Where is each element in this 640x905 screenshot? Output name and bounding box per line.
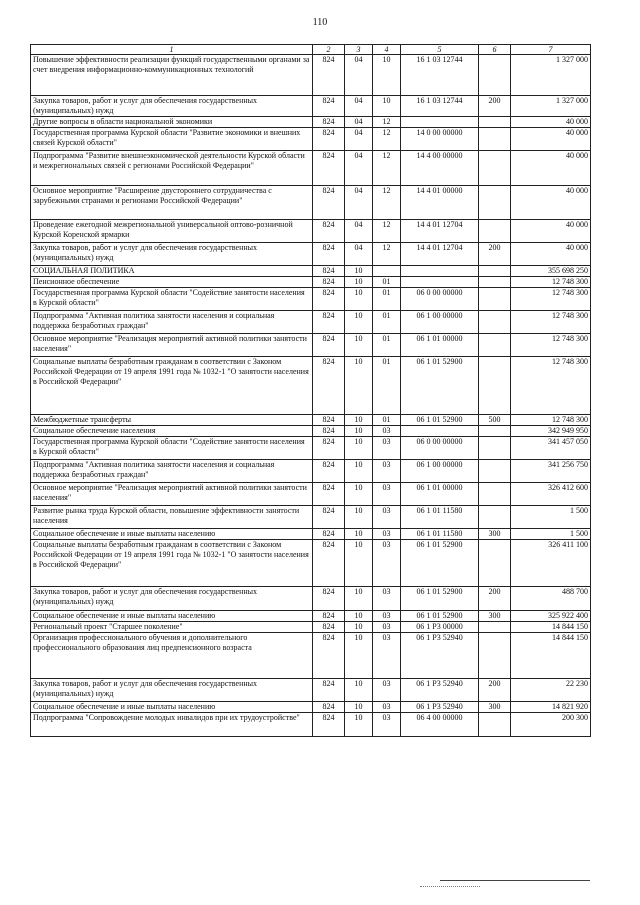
row-name-cell: Подпрограмма "Развитие внешнеэкономической деятельности Курской области и межрегиональных связей с регионами Российской Федерации" xyxy=(31,151,313,186)
section-code-cell: 04 xyxy=(345,220,373,243)
expense-type-cell xyxy=(479,334,511,357)
subsection-code-cell: 01 xyxy=(373,334,401,357)
footer-dotted-line xyxy=(420,886,480,887)
row-name-cell: Повышение эффективности реализации функций государственными органами за счет внедрения информационно-коммуникационных технологий xyxy=(31,55,313,96)
target-article-cell: 06 1 01 52900 xyxy=(401,415,479,426)
table-row xyxy=(31,426,591,437)
amount-cell: 12 748 300 xyxy=(511,288,591,311)
amount-cell: 14 821 920 xyxy=(511,702,591,713)
expense-type-cell xyxy=(479,220,511,243)
target-article-cell: 06 1 01 52900 xyxy=(401,611,479,622)
table-row xyxy=(31,117,591,128)
row-name-cell: Социальные выплаты безработным гражданам в соответствии с Законом Российской Федерации от 19 апреля 1991 года № 1032-1 "О занятости населения в Российской Федерации" xyxy=(31,540,313,587)
expense-type-cell xyxy=(479,506,511,529)
row-name-cell: Закупка товаров, работ и услуг для обеспечения государственных (муниципальных) нужд xyxy=(31,587,313,611)
row-name-cell: Региональный проект "Старшее поколение" xyxy=(31,622,313,633)
target-article-cell xyxy=(401,426,479,437)
table-row xyxy=(31,437,591,460)
row-name-cell: Социальные выплаты безработным гражданам в соответствии с Законом Российской Федерации от 19 апреля 1991 года № 1032-1 "О занятости населения в Российской Федерации" xyxy=(31,357,313,415)
expense-type-cell: 300 xyxy=(479,529,511,540)
table-row xyxy=(31,55,591,96)
section-code-cell: 10 xyxy=(345,460,373,483)
row-name-cell: Закупка товаров, работ и услуг для обеспечения государственных (муниципальных) нужд xyxy=(31,96,313,117)
expense-type-cell: 200 xyxy=(479,96,511,117)
header-row xyxy=(31,45,591,55)
chapter-code-cell: 824 xyxy=(313,679,345,702)
expense-type-cell xyxy=(479,277,511,288)
target-article-cell: 06 1 00 00000 xyxy=(401,460,479,483)
section-code-cell: 04 xyxy=(345,55,373,96)
header-cell: 4 xyxy=(373,45,401,55)
expense-type-cell: 200 xyxy=(479,587,511,611)
header-cell: 2 xyxy=(313,45,345,55)
subsection-code-cell: 03 xyxy=(373,622,401,633)
subsection-code-cell: 03 xyxy=(373,633,401,679)
table-row xyxy=(31,483,591,506)
chapter-code-cell: 824 xyxy=(313,633,345,679)
chapter-code-cell: 824 xyxy=(313,311,345,334)
target-article-cell: 06 1 01 52900 xyxy=(401,357,479,415)
row-name-cell: Проведение ежегодной межрегиональной универсальной оптово-розничной Курской Коренской ярмарки xyxy=(31,220,313,243)
target-article-cell: 06 1 01 00000 xyxy=(401,334,479,357)
subsection-code-cell: 03 xyxy=(373,540,401,587)
section-code-cell: 10 xyxy=(345,334,373,357)
table-row xyxy=(31,702,591,713)
amount-cell: 1 500 xyxy=(511,529,591,540)
chapter-code-cell: 824 xyxy=(313,426,345,437)
expense-type-cell xyxy=(479,311,511,334)
row-name-cell: Закупка товаров, работ и услуг для обеспечения государственных (муниципальных) нужд xyxy=(31,243,313,266)
chapter-code-cell: 824 xyxy=(313,437,345,460)
subsection-code-cell: 12 xyxy=(373,128,401,151)
subsection-code-cell: 03 xyxy=(373,529,401,540)
target-article-cell: 06 1 01 11580 xyxy=(401,529,479,540)
row-name-cell: Социальное обеспечение и иные выплаты населению xyxy=(31,611,313,622)
section-code-cell: 10 xyxy=(345,266,373,277)
amount-cell: 325 922 400 xyxy=(511,611,591,622)
amount-cell: 40 000 xyxy=(511,243,591,266)
table-row xyxy=(31,311,591,334)
table-row xyxy=(31,288,591,311)
amount-cell: 12 748 300 xyxy=(511,357,591,415)
section-code-cell: 10 xyxy=(345,713,373,737)
section-code-cell: 10 xyxy=(345,288,373,311)
amount-cell: 22 230 xyxy=(511,679,591,702)
expense-type-cell xyxy=(479,151,511,186)
amount-cell: 355 698 250 xyxy=(511,266,591,277)
target-article-cell: 16 1 03 12744 xyxy=(401,55,479,96)
row-name-cell: Развитие рынка труда Курской области, повышение эффективности занятости населения xyxy=(31,506,313,529)
table-row xyxy=(31,186,591,220)
table-row xyxy=(31,540,591,587)
row-name-cell: Государственная программа Курской области "Содействие занятости населения в Курской области" xyxy=(31,288,313,311)
chapter-code-cell: 824 xyxy=(313,587,345,611)
subsection-code-cell: 12 xyxy=(373,186,401,220)
target-article-cell: 06 1 01 00000 xyxy=(401,483,479,506)
chapter-code-cell: 824 xyxy=(313,334,345,357)
section-code-cell: 10 xyxy=(345,622,373,633)
target-article-cell: 14 4 01 00000 xyxy=(401,186,479,220)
expense-type-cell: 200 xyxy=(479,679,511,702)
table-row xyxy=(31,151,591,186)
chapter-code-cell: 824 xyxy=(313,243,345,266)
subsection-code-cell: 10 xyxy=(373,55,401,96)
expense-type-cell xyxy=(479,437,511,460)
row-name-cell: Основное мероприятие "Реализация мероприятий активной политики занятости населения" xyxy=(31,334,313,357)
expense-type-cell xyxy=(479,713,511,737)
subsection-code-cell: 03 xyxy=(373,437,401,460)
table-row xyxy=(31,679,591,702)
chapter-code-cell: 824 xyxy=(313,540,345,587)
row-name-cell: Социальное обеспечение населения xyxy=(31,426,313,437)
table-row xyxy=(31,713,591,737)
target-article-cell: 06 1 P3 00000 xyxy=(401,622,479,633)
section-code-cell: 10 xyxy=(345,540,373,587)
row-name-cell: СОЦИАЛЬНАЯ ПОЛИТИКА xyxy=(31,266,313,277)
table-row xyxy=(31,96,591,117)
amount-cell: 1 327 000 xyxy=(511,55,591,96)
chapter-code-cell: 824 xyxy=(313,266,345,277)
amount-cell: 40 000 xyxy=(511,220,591,243)
table-row xyxy=(31,506,591,529)
subsection-code-cell: 12 xyxy=(373,117,401,128)
table-row xyxy=(31,415,591,426)
section-code-cell: 10 xyxy=(345,415,373,426)
expense-type-cell xyxy=(479,266,511,277)
table-row xyxy=(31,128,591,151)
amount-cell: 40 000 xyxy=(511,151,591,186)
section-code-cell: 04 xyxy=(345,96,373,117)
section-code-cell: 10 xyxy=(345,611,373,622)
chapter-code-cell: 824 xyxy=(313,529,345,540)
subsection-code-cell xyxy=(373,266,401,277)
subsection-code-cell: 03 xyxy=(373,506,401,529)
subsection-code-cell: 03 xyxy=(373,713,401,737)
chapter-code-cell: 824 xyxy=(313,415,345,426)
amount-cell: 341 256 750 xyxy=(511,460,591,483)
table-row xyxy=(31,587,591,611)
chapter-code-cell: 824 xyxy=(313,702,345,713)
expense-type-cell xyxy=(479,288,511,311)
subsection-code-cell: 12 xyxy=(373,243,401,266)
section-code-cell: 10 xyxy=(345,437,373,460)
subsection-code-cell: 03 xyxy=(373,426,401,437)
chapter-code-cell: 824 xyxy=(313,55,345,96)
table-row xyxy=(31,611,591,622)
expense-type-cell xyxy=(479,633,511,679)
row-name-cell: Подпрограмма "Активная политика занятости населения и социальная поддержка безработных граждан" xyxy=(31,311,313,334)
amount-cell: 341 457 050 xyxy=(511,437,591,460)
chapter-code-cell: 824 xyxy=(313,277,345,288)
header-cell: 3 xyxy=(345,45,373,55)
expense-type-cell xyxy=(479,483,511,506)
header-cell: 1 xyxy=(31,45,313,55)
row-name-cell: Организация профессионального обучения и дополнительного профессионального образования лиц предпенсионного возраста xyxy=(31,633,313,679)
target-article-cell: 06 1 P3 52940 xyxy=(401,633,479,679)
amount-cell: 40 000 xyxy=(511,117,591,128)
chapter-code-cell: 824 xyxy=(313,96,345,117)
chapter-code-cell: 824 xyxy=(313,460,345,483)
section-code-cell: 10 xyxy=(345,483,373,506)
target-article-cell: 14 4 01 12704 xyxy=(401,243,479,266)
section-code-cell: 04 xyxy=(345,117,373,128)
section-code-cell: 10 xyxy=(345,357,373,415)
row-name-cell: Государственная программа Курской области "Содействие занятости населения в Курской области" xyxy=(31,437,313,460)
header-cell: 7 xyxy=(511,45,591,55)
amount-cell: 40 000 xyxy=(511,128,591,151)
amount-cell: 326 411 100 xyxy=(511,540,591,587)
chapter-code-cell: 824 xyxy=(313,220,345,243)
budget-table xyxy=(30,44,591,737)
target-article-cell: 14 4 00 00000 xyxy=(401,151,479,186)
chapter-code-cell: 824 xyxy=(313,506,345,529)
expense-type-cell: 200 xyxy=(479,243,511,266)
amount-cell: 326 412 600 xyxy=(511,483,591,506)
chapter-code-cell: 824 xyxy=(313,483,345,506)
subsection-code-cell: 03 xyxy=(373,460,401,483)
section-code-cell: 10 xyxy=(345,426,373,437)
chapter-code-cell: 824 xyxy=(313,611,345,622)
subsection-code-cell: 01 xyxy=(373,357,401,415)
row-name-cell: Основное мероприятие "Расширение двустороннего сотрудничества с зарубежными странами и регионами Российской Федерации" xyxy=(31,186,313,220)
target-article-cell: 06 4 00 00000 xyxy=(401,713,479,737)
section-code-cell: 04 xyxy=(345,128,373,151)
section-code-cell: 04 xyxy=(345,186,373,220)
section-code-cell: 04 xyxy=(345,151,373,186)
amount-cell: 1 327 000 xyxy=(511,96,591,117)
amount-cell: 14 844 150 xyxy=(511,622,591,633)
table-row xyxy=(31,529,591,540)
section-code-cell: 10 xyxy=(345,277,373,288)
subsection-code-cell: 03 xyxy=(373,702,401,713)
expense-type-cell xyxy=(479,622,511,633)
amount-cell: 342 949 950 xyxy=(511,426,591,437)
expense-type-cell xyxy=(479,128,511,151)
expense-type-cell xyxy=(479,357,511,415)
target-article-cell: 06 1 01 11580 xyxy=(401,506,479,529)
table-row xyxy=(31,622,591,633)
target-article-cell: 06 1 P3 52940 xyxy=(401,679,479,702)
amount-cell: 200 300 xyxy=(511,713,591,737)
subsection-code-cell: 10 xyxy=(373,96,401,117)
amount-cell: 12 748 300 xyxy=(511,415,591,426)
target-article-cell xyxy=(401,277,479,288)
target-article-cell xyxy=(401,266,479,277)
subsection-code-cell: 01 xyxy=(373,415,401,426)
target-article-cell: 14 4 01 12704 xyxy=(401,220,479,243)
table-row xyxy=(31,243,591,266)
subsection-code-cell: 03 xyxy=(373,587,401,611)
section-code-cell: 10 xyxy=(345,702,373,713)
table-row xyxy=(31,633,591,679)
target-article-cell: 06 0 00 00000 xyxy=(401,288,479,311)
target-article-cell: 06 1 00 00000 xyxy=(401,311,479,334)
header-cell: 5 xyxy=(401,45,479,55)
amount-cell: 12 748 300 xyxy=(511,277,591,288)
page-number: 110 xyxy=(312,17,328,28)
row-name-cell: Межбюджетные трансферты xyxy=(31,415,313,426)
row-name-cell: Основное мероприятие "Реализация мероприятий активной политики занятости населения" xyxy=(31,483,313,506)
target-article-cell: 06 1 01 52900 xyxy=(401,587,479,611)
subsection-code-cell: 01 xyxy=(373,288,401,311)
chapter-code-cell: 824 xyxy=(313,622,345,633)
subsection-code-cell: 01 xyxy=(373,277,401,288)
chapter-code-cell: 824 xyxy=(313,151,345,186)
row-name-cell: Социальное обеспечение и иные выплаты населению xyxy=(31,529,313,540)
subsection-code-cell: 12 xyxy=(373,151,401,186)
row-name-cell: Социальное обеспечение и иные выплаты населению xyxy=(31,702,313,713)
table-row xyxy=(31,460,591,483)
chapter-code-cell: 824 xyxy=(313,128,345,151)
subsection-code-cell: 03 xyxy=(373,679,401,702)
header-cell: 6 xyxy=(479,45,511,55)
chapter-code-cell: 824 xyxy=(313,117,345,128)
row-name-cell: Пенсионное обеспечение xyxy=(31,277,313,288)
target-article-cell: 06 1 01 52900 xyxy=(401,540,479,587)
section-code-cell: 04 xyxy=(345,243,373,266)
target-article-cell: 06 1 P3 52940 xyxy=(401,702,479,713)
table-row xyxy=(31,277,591,288)
chapter-code-cell: 824 xyxy=(313,713,345,737)
subsection-code-cell: 03 xyxy=(373,611,401,622)
row-name-cell: Другие вопросы в области национальной экономики xyxy=(31,117,313,128)
row-name-cell: Закупка товаров, работ и услуг для обеспечения государственных (муниципальных) нужд xyxy=(31,679,313,702)
footer-line xyxy=(440,880,590,881)
target-article-cell xyxy=(401,117,479,128)
table-row xyxy=(31,357,591,415)
target-article-cell: 14 0 00 00000 xyxy=(401,128,479,151)
section-code-cell: 10 xyxy=(345,311,373,334)
subsection-code-cell: 03 xyxy=(373,483,401,506)
chapter-code-cell: 824 xyxy=(313,186,345,220)
table-row xyxy=(31,334,591,357)
section-code-cell: 10 xyxy=(345,587,373,611)
expense-type-cell: 500 xyxy=(479,415,511,426)
target-article-cell: 16 1 03 12744 xyxy=(401,96,479,117)
amount-cell: 40 000 xyxy=(511,186,591,220)
section-code-cell: 10 xyxy=(345,633,373,679)
expense-type-cell xyxy=(479,460,511,483)
expense-type-cell: 300 xyxy=(479,611,511,622)
expense-type-cell xyxy=(479,55,511,96)
amount-cell: 12 748 300 xyxy=(511,311,591,334)
expense-type-cell xyxy=(479,117,511,128)
table-row xyxy=(31,220,591,243)
section-code-cell: 10 xyxy=(345,506,373,529)
amount-cell: 488 700 xyxy=(511,587,591,611)
amount-cell: 1 500 xyxy=(511,506,591,529)
row-name-cell: Государственная программа Курской области "Развитие экономики и внешних связей Курской области" xyxy=(31,128,313,151)
section-code-cell: 10 xyxy=(345,529,373,540)
target-article-cell: 06 0 00 00000 xyxy=(401,437,479,460)
amount-cell: 14 844 150 xyxy=(511,633,591,679)
table-row xyxy=(31,266,591,277)
chapter-code-cell: 824 xyxy=(313,288,345,311)
section-code-cell: 10 xyxy=(345,679,373,702)
amount-cell: 12 748 300 xyxy=(511,334,591,357)
subsection-code-cell: 12 xyxy=(373,220,401,243)
row-name-cell: Подпрограмма "Активная политика занятости населения и социальная поддержка безработных граждан" xyxy=(31,460,313,483)
expense-type-cell: 300 xyxy=(479,702,511,713)
chapter-code-cell: 824 xyxy=(313,357,345,415)
expense-type-cell xyxy=(479,540,511,587)
row-name-cell: Подпрограмма "Сопровождение молодых инвалидов при их трудоустройстве" xyxy=(31,713,313,737)
expense-type-cell xyxy=(479,426,511,437)
subsection-code-cell: 01 xyxy=(373,311,401,334)
expense-type-cell xyxy=(479,186,511,220)
